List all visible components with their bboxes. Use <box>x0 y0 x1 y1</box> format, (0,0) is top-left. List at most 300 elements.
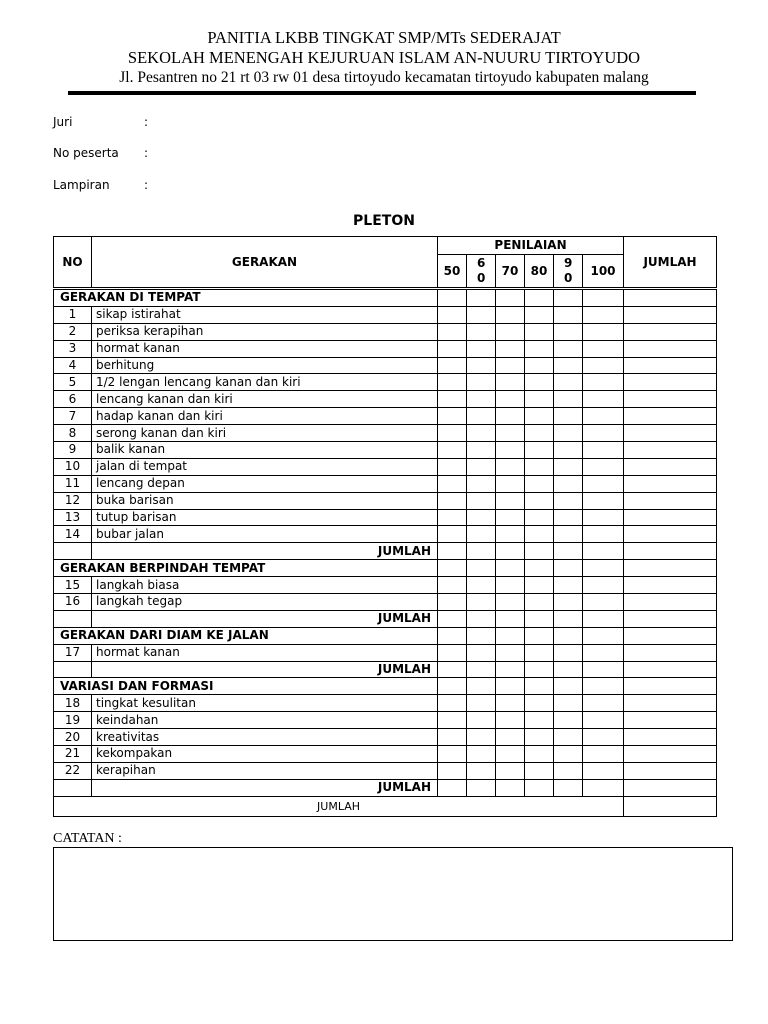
score-header-50: 50 <box>438 255 467 289</box>
row-jumlah-cell[interactable] <box>624 408 717 425</box>
score-table-body <box>54 289 717 817</box>
row-score-cell[interactable] <box>467 442 496 459</box>
row-number: 7 <box>54 408 92 425</box>
row-score-cell[interactable] <box>496 357 525 374</box>
table-row <box>54 712 717 729</box>
table-row <box>54 644 717 661</box>
table-row <box>54 762 717 779</box>
row-score-cell[interactable] <box>554 475 583 492</box>
section-score-cell[interactable] <box>467 289 496 307</box>
section-score-cell[interactable] <box>525 289 554 307</box>
row-number: 22 <box>54 762 92 779</box>
row-gerakan: periksa kerapihan <box>92 323 438 340</box>
row-score-cell[interactable] <box>496 509 525 526</box>
row-score-cell[interactable] <box>496 577 525 594</box>
section-score-cell[interactable] <box>496 678 525 695</box>
subtotal-score-cell[interactable] <box>554 610 583 627</box>
row-score-cell[interactable] <box>496 746 525 763</box>
subtotal-score-cell[interactable] <box>467 661 496 678</box>
row-score-cell[interactable] <box>583 357 624 374</box>
row-score-cell[interactable] <box>525 340 554 357</box>
row-gerakan: langkah tegap <box>92 594 438 611</box>
row-number: 16 <box>54 594 92 611</box>
row-gerakan: jalan di tempat <box>92 458 438 475</box>
row-score-cell[interactable] <box>438 712 467 729</box>
row-score-cell[interactable] <box>467 762 496 779</box>
section-score-cell[interactable] <box>554 560 583 577</box>
row-score-cell[interactable] <box>438 644 467 661</box>
row-score-cell[interactable] <box>554 577 583 594</box>
score-header-100: 100 <box>583 255 624 289</box>
row-score-cell[interactable] <box>525 577 554 594</box>
table-row <box>54 729 717 746</box>
row-jumlah-cell[interactable] <box>624 357 717 374</box>
row-score-cell[interactable] <box>467 746 496 763</box>
row-score-cell[interactable] <box>554 340 583 357</box>
row-number: 19 <box>54 712 92 729</box>
row-score-cell[interactable] <box>583 695 624 712</box>
section-score-cell[interactable] <box>496 289 525 307</box>
row-score-cell[interactable] <box>525 374 554 391</box>
field-juri-label: Juri <box>53 115 73 129</box>
row-jumlah-cell[interactable] <box>624 644 717 661</box>
row-score-cell[interactable] <box>554 374 583 391</box>
subtotal-score-cell[interactable] <box>554 661 583 678</box>
section-jumlah-cell[interactable] <box>624 289 717 307</box>
row-score-cell[interactable] <box>525 425 554 442</box>
row-score-cell[interactable] <box>525 357 554 374</box>
section-score-cell[interactable] <box>525 560 554 577</box>
section-score-cell[interactable] <box>554 289 583 307</box>
subtotal-jumlah-cell[interactable] <box>624 543 717 560</box>
row-score-cell[interactable] <box>438 509 467 526</box>
subtotal-score-cell[interactable] <box>438 779 467 796</box>
subtotal-score-cell[interactable] <box>583 543 624 560</box>
row-score-cell[interactable] <box>525 458 554 475</box>
row-score-cell[interactable] <box>438 594 467 611</box>
subtotal-score-cell[interactable] <box>496 610 525 627</box>
row-score-cell[interactable] <box>438 729 467 746</box>
letterhead-address: Jl. Pesantren no 21 rt 03 rw 01 desa tirtoyudo kecamatan tirtoyudo kabupaten malang <box>119 69 649 86</box>
section-score-cell[interactable] <box>583 560 624 577</box>
subtotal-no-cell <box>54 543 92 560</box>
row-gerakan: hormat kanan <box>92 340 438 357</box>
row-jumlah-cell[interactable] <box>624 577 717 594</box>
row-jumlah-cell[interactable] <box>624 509 717 526</box>
row-jumlah-cell[interactable] <box>624 695 717 712</box>
row-score-cell[interactable] <box>496 323 525 340</box>
row-jumlah-cell[interactable] <box>624 306 717 323</box>
row-score-cell[interactable] <box>554 425 583 442</box>
row-score-cell[interactable] <box>467 391 496 408</box>
row-jumlah-cell[interactable] <box>624 526 717 543</box>
subtotal-score-cell[interactable] <box>496 661 525 678</box>
section-score-cell[interactable] <box>438 289 467 307</box>
subtotal-score-cell[interactable] <box>583 610 624 627</box>
row-score-cell[interactable] <box>438 340 467 357</box>
table-row <box>54 357 717 374</box>
section-score-cell[interactable] <box>438 678 467 695</box>
subtotal-score-cell[interactable] <box>525 610 554 627</box>
row-score-cell[interactable] <box>467 306 496 323</box>
section-score-cell[interactable] <box>496 627 525 644</box>
row-score-cell[interactable] <box>554 458 583 475</box>
row-number: 15 <box>54 577 92 594</box>
section-score-cell[interactable] <box>467 560 496 577</box>
row-score-cell[interactable] <box>496 391 525 408</box>
table-row <box>54 695 717 712</box>
row-score-cell[interactable] <box>525 712 554 729</box>
letterhead-line-2: SEKOLAH MENENGAH KEJURUAN ISLAM AN-NUURU TIRTOYUDO <box>127 48 641 67</box>
subtotal-score-cell[interactable] <box>583 661 624 678</box>
row-jumlah-cell[interactable] <box>624 475 717 492</box>
section-title: GERAKAN BERPINDAH TEMPAT <box>54 560 438 577</box>
row-score-cell[interactable] <box>525 594 554 611</box>
row-jumlah-cell[interactable] <box>624 594 717 611</box>
subtotal-score-cell[interactable] <box>467 610 496 627</box>
row-score-cell[interactable] <box>583 526 624 543</box>
subtotal-label: JUMLAH <box>92 661 438 678</box>
subtotal-score-cell[interactable] <box>525 661 554 678</box>
row-score-cell[interactable] <box>525 729 554 746</box>
subtotal-label: JUMLAH <box>92 779 438 796</box>
letterhead-rule <box>68 91 696 95</box>
row-gerakan: hormat kanan <box>92 644 438 661</box>
row-number: 17 <box>54 644 92 661</box>
row-score-cell[interactable] <box>525 492 554 509</box>
section-title: GERAKAN DARI DIAM KE JALAN <box>54 627 438 644</box>
row-jumlah-cell[interactable] <box>624 442 717 459</box>
section-jumlah-cell[interactable] <box>624 560 717 577</box>
subtotal-score-cell[interactable] <box>583 779 624 796</box>
row-gerakan: sikap istirahat <box>92 306 438 323</box>
row-score-cell[interactable] <box>583 442 624 459</box>
row-score-cell[interactable] <box>554 442 583 459</box>
catatan-box[interactable] <box>53 847 733 941</box>
row-score-cell[interactable] <box>496 306 525 323</box>
row-score-cell[interactable] <box>467 695 496 712</box>
row-number: 20 <box>54 729 92 746</box>
row-score-cell[interactable] <box>583 340 624 357</box>
section-header-row <box>54 627 717 644</box>
row-jumlah-cell[interactable] <box>624 374 717 391</box>
row-score-cell[interactable] <box>525 762 554 779</box>
row-score-cell[interactable] <box>554 391 583 408</box>
row-score-cell[interactable] <box>583 408 624 425</box>
row-score-cell[interactable] <box>554 594 583 611</box>
row-score-cell[interactable] <box>496 425 525 442</box>
row-gerakan: balik kanan <box>92 442 438 459</box>
row-score-cell[interactable] <box>583 762 624 779</box>
table-row <box>54 458 717 475</box>
row-score-cell[interactable] <box>438 391 467 408</box>
section-header-row <box>54 289 717 307</box>
row-score-cell[interactable] <box>438 746 467 763</box>
row-score-cell[interactable] <box>467 526 496 543</box>
row-score-cell[interactable] <box>583 746 624 763</box>
row-jumlah-cell[interactable] <box>624 323 717 340</box>
row-score-cell[interactable] <box>583 712 624 729</box>
table-row <box>54 509 717 526</box>
row-score-cell[interactable] <box>467 594 496 611</box>
row-score-cell[interactable] <box>467 712 496 729</box>
subtotal-jumlah-cell[interactable] <box>624 610 717 627</box>
row-score-cell[interactable] <box>438 475 467 492</box>
row-number: 18 <box>54 695 92 712</box>
row-score-cell[interactable] <box>438 408 467 425</box>
subtotal-score-cell[interactable] <box>525 543 554 560</box>
row-score-cell[interactable] <box>583 306 624 323</box>
section-score-cell[interactable] <box>525 678 554 695</box>
row-gerakan: keindahan <box>92 712 438 729</box>
subtotal-jumlah-cell[interactable] <box>624 779 717 796</box>
row-score-cell[interactable] <box>525 526 554 543</box>
table-row <box>54 306 717 323</box>
row-score-cell[interactable] <box>583 594 624 611</box>
row-score-cell[interactable] <box>438 577 467 594</box>
row-score-cell[interactable] <box>496 594 525 611</box>
row-number: 9 <box>54 442 92 459</box>
subtotal-label: JUMLAH <box>92 610 438 627</box>
subtotal-score-cell[interactable] <box>525 779 554 796</box>
grand-total-row <box>54 796 717 816</box>
row-score-cell[interactable] <box>496 408 525 425</box>
row-gerakan: berhitung <box>92 357 438 374</box>
row-score-cell[interactable] <box>496 644 525 661</box>
row-score-cell[interactable] <box>525 644 554 661</box>
row-score-cell[interactable] <box>496 762 525 779</box>
row-score-cell[interactable] <box>467 357 496 374</box>
subtotal-score-cell[interactable] <box>467 543 496 560</box>
row-score-cell[interactable] <box>496 695 525 712</box>
row-score-cell[interactable] <box>438 458 467 475</box>
row-score-cell[interactable] <box>438 425 467 442</box>
row-jumlah-cell[interactable] <box>624 762 717 779</box>
subtotal-jumlah-cell[interactable] <box>624 661 717 678</box>
row-score-cell[interactable] <box>467 374 496 391</box>
section-score-cell[interactable] <box>583 627 624 644</box>
row-score-cell[interactable] <box>554 644 583 661</box>
row-score-cell[interactable] <box>496 340 525 357</box>
row-score-cell[interactable] <box>554 746 583 763</box>
row-number: 8 <box>54 425 92 442</box>
grand-total-cell[interactable] <box>624 796 717 816</box>
row-score-cell[interactable] <box>525 746 554 763</box>
row-score-cell[interactable] <box>554 492 583 509</box>
grand-total-label: JUMLAH <box>54 796 624 816</box>
row-score-cell[interactable] <box>438 323 467 340</box>
row-score-cell[interactable] <box>496 475 525 492</box>
row-score-cell[interactable] <box>583 509 624 526</box>
section-title: GERAKAN DI TEMPAT <box>54 289 438 307</box>
row-gerakan: kerapihan <box>92 762 438 779</box>
row-score-cell[interactable] <box>496 712 525 729</box>
section-score-cell[interactable] <box>438 627 467 644</box>
row-gerakan: lencang kanan dan kiri <box>92 391 438 408</box>
row-gerakan: buka barisan <box>92 492 438 509</box>
row-number: 13 <box>54 509 92 526</box>
subtotal-score-cell[interactable] <box>438 543 467 560</box>
row-score-cell[interactable] <box>583 458 624 475</box>
row-jumlah-cell[interactable] <box>624 746 717 763</box>
score-header-90: 90 <box>554 255 583 289</box>
table-row <box>54 475 717 492</box>
row-score-cell[interactable] <box>438 442 467 459</box>
subtotal-score-cell[interactable] <box>554 779 583 796</box>
row-gerakan: tutup barisan <box>92 509 438 526</box>
row-jumlah-cell[interactable] <box>624 391 717 408</box>
score-header-60: 60 <box>467 255 496 289</box>
row-jumlah-cell[interactable] <box>624 729 717 746</box>
row-jumlah-cell[interactable] <box>624 340 717 357</box>
row-score-cell[interactable] <box>583 577 624 594</box>
row-score-cell[interactable] <box>525 391 554 408</box>
subtotal-row <box>54 543 717 560</box>
row-score-cell[interactable] <box>525 408 554 425</box>
header-no: NO <box>54 237 92 289</box>
row-number: 6 <box>54 391 92 408</box>
row-score-cell[interactable] <box>438 695 467 712</box>
row-score-cell[interactable] <box>554 323 583 340</box>
subtotal-no-cell <box>54 779 92 796</box>
row-score-cell[interactable] <box>467 323 496 340</box>
subtotal-score-cell[interactable] <box>438 661 467 678</box>
row-score-cell[interactable] <box>583 729 624 746</box>
subtotal-label: JUMLAH <box>92 543 438 560</box>
row-score-cell[interactable] <box>583 492 624 509</box>
table-row <box>54 340 717 357</box>
subtotal-row <box>54 610 717 627</box>
subtotal-no-cell <box>54 661 92 678</box>
row-score-cell[interactable] <box>525 323 554 340</box>
section-jumlah-cell[interactable] <box>624 627 717 644</box>
row-score-cell[interactable] <box>554 712 583 729</box>
row-score-cell[interactable] <box>554 509 583 526</box>
row-score-cell[interactable] <box>438 374 467 391</box>
subtotal-score-cell[interactable] <box>496 779 525 796</box>
row-gerakan: langkah biasa <box>92 577 438 594</box>
subtotal-score-cell[interactable] <box>467 779 496 796</box>
table-row <box>54 323 717 340</box>
subtotal-score-cell[interactable] <box>496 543 525 560</box>
row-score-cell[interactable] <box>525 475 554 492</box>
row-score-cell[interactable] <box>467 475 496 492</box>
row-score-cell[interactable] <box>438 492 467 509</box>
row-score-cell[interactable] <box>554 408 583 425</box>
row-score-cell[interactable] <box>496 442 525 459</box>
row-score-cell[interactable] <box>525 695 554 712</box>
row-jumlah-cell[interactable] <box>624 458 717 475</box>
header-jumlah: JUMLAH <box>624 237 717 289</box>
row-score-cell[interactable] <box>525 509 554 526</box>
row-score-cell[interactable] <box>438 526 467 543</box>
row-score-cell[interactable] <box>554 526 583 543</box>
section-jumlah-cell[interactable] <box>624 678 717 695</box>
row-score-cell[interactable] <box>583 374 624 391</box>
section-score-cell[interactable] <box>554 678 583 695</box>
subtotal-score-cell[interactable] <box>438 610 467 627</box>
row-score-cell[interactable] <box>467 577 496 594</box>
header-gerakan: GERAKAN <box>92 237 438 289</box>
table-row <box>54 425 717 442</box>
table-row <box>54 746 717 763</box>
row-score-cell[interactable] <box>496 374 525 391</box>
row-score-cell[interactable] <box>583 391 624 408</box>
row-score-cell[interactable] <box>496 526 525 543</box>
row-score-cell[interactable] <box>583 323 624 340</box>
row-number: 1 <box>54 306 92 323</box>
row-score-cell[interactable] <box>467 340 496 357</box>
section-score-cell[interactable] <box>583 289 624 307</box>
subtotal-score-cell[interactable] <box>554 543 583 560</box>
section-score-cell[interactable] <box>467 627 496 644</box>
table-row <box>54 526 717 543</box>
row-score-cell[interactable] <box>438 357 467 374</box>
row-score-cell[interactable] <box>525 442 554 459</box>
subtotal-row <box>54 779 717 796</box>
row-number: 11 <box>54 475 92 492</box>
subtotal-row <box>54 661 717 678</box>
letterhead-line-1: PANITIA LKBB TINGKAT SMP/MTs SEDERAJAT <box>207 28 561 47</box>
table-row <box>54 408 717 425</box>
row-score-cell[interactable] <box>467 408 496 425</box>
section-header-row <box>54 678 717 695</box>
field-no-peserta <box>53 146 148 160</box>
row-number: 10 <box>54 458 92 475</box>
row-jumlah-cell[interactable] <box>624 425 717 442</box>
section-score-cell[interactable] <box>554 627 583 644</box>
row-jumlah-cell[interactable] <box>624 712 717 729</box>
row-jumlah-cell[interactable] <box>624 492 717 509</box>
section-score-cell[interactable] <box>525 627 554 644</box>
row-number: 21 <box>54 746 92 763</box>
row-number: 4 <box>54 357 92 374</box>
row-score-cell[interactable] <box>467 509 496 526</box>
row-score-cell[interactable] <box>583 425 624 442</box>
field-lampiran-label: Lampiran <box>53 178 110 192</box>
row-score-cell[interactable] <box>496 492 525 509</box>
row-score-cell[interactable] <box>467 729 496 746</box>
row-score-cell[interactable] <box>554 695 583 712</box>
row-score-cell[interactable] <box>554 762 583 779</box>
row-score-cell[interactable] <box>496 729 525 746</box>
section-score-cell[interactable] <box>467 678 496 695</box>
row-score-cell[interactable] <box>467 425 496 442</box>
header-penilaian: PENILAIAN <box>438 237 624 255</box>
section-score-cell[interactable] <box>438 560 467 577</box>
row-score-cell[interactable] <box>438 762 467 779</box>
row-score-cell[interactable] <box>554 306 583 323</box>
row-number: 5 <box>54 374 92 391</box>
field-lampiran-colon: : <box>144 178 149 192</box>
row-number: 3 <box>54 340 92 357</box>
row-score-cell[interactable] <box>467 458 496 475</box>
row-score-cell[interactable] <box>554 357 583 374</box>
row-score-cell[interactable] <box>583 644 624 661</box>
section-score-cell[interactable] <box>496 560 525 577</box>
section-score-cell[interactable] <box>583 678 624 695</box>
table-row <box>54 374 717 391</box>
row-score-cell[interactable] <box>467 492 496 509</box>
table-row <box>54 391 717 408</box>
row-score-cell[interactable] <box>467 644 496 661</box>
row-score-cell[interactable] <box>554 729 583 746</box>
row-score-cell[interactable] <box>496 458 525 475</box>
row-score-cell[interactable] <box>583 475 624 492</box>
row-score-cell[interactable] <box>438 306 467 323</box>
row-gerakan: tingkat kesulitan <box>92 695 438 712</box>
row-score-cell[interactable] <box>525 306 554 323</box>
